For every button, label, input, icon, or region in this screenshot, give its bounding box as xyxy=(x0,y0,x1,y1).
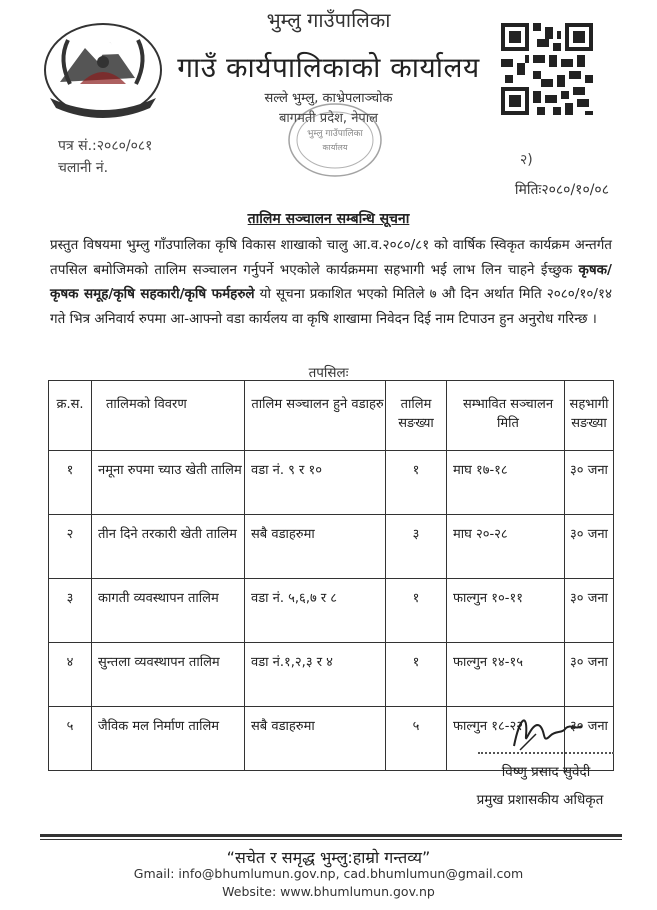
cell-date: फाल्गुन १४-१५ xyxy=(447,643,565,707)
office-address: सल्ले भुम्लु, काभ्रेपलाञ्चोक xyxy=(264,91,393,106)
cell-description: जैविक मल निर्माण तालिम xyxy=(92,707,245,771)
table-row xyxy=(49,643,614,707)
cell-participants: ३० जना xyxy=(565,451,614,515)
notice-subject: तालिम सञ्चालन सम्बन्धि सूचना xyxy=(247,211,410,227)
cell-participants: ३० जना xyxy=(565,643,614,707)
signatory-designation: प्रमुख प्रशासकीय अधिकृत xyxy=(476,792,604,808)
cell-participants: ३० जना xyxy=(565,579,614,643)
cell-description: तीन दिने तरकारी खेती तालिम xyxy=(92,515,245,579)
signature-line xyxy=(478,752,614,754)
qr-code xyxy=(501,22,593,116)
cell-count: १ xyxy=(386,451,447,515)
footer-email: Gmail: info@bhumlumun.gov.np, cad.bhumlumun@gmail.com xyxy=(133,866,524,881)
body-text-2: यो सूचना प्रकाशित भएको मितिले ७ औ दिन अर्थात मिति २०८०/१०/१४ गते भित्र अनिवार्य रुपमा आ-आफ्नो वडा कार्यलय वा कृषि शाखामा निवेदन दिई नाम टिपाउन हुन अनुरोध गरिन्छ । xyxy=(50,286,612,327)
signatory-name: विष्णु प्रसाद सुवेदी xyxy=(501,764,591,780)
col-header-participants: सहभागी सङख्या xyxy=(565,381,614,451)
cell-description: सुन्तला व्यवस्थापन तालिम xyxy=(92,643,245,707)
dispatch-number: चलानी नं. xyxy=(58,160,109,176)
cell-count: ५ xyxy=(386,707,447,771)
cell-count: ३ xyxy=(386,515,447,579)
cell-date: फाल्गुन १०-११ xyxy=(447,579,565,643)
footer-slogan: “सचेत र समृद्ध भुम्लु:हाम्रो गन्तव्य” xyxy=(226,848,431,867)
cell-description: कागती व्यवस्थापन तालिम xyxy=(92,579,245,643)
table-header-row xyxy=(49,381,614,451)
cell-sn: ५ xyxy=(49,707,92,771)
col-header-wards: तालिम सञ्चालन हुने वडाहरु xyxy=(245,381,386,451)
footer-divider-thin xyxy=(40,839,622,840)
cell-date: माघ १७-१८ xyxy=(447,451,565,515)
office-province: बागमती प्रदेश, नेपाल xyxy=(279,111,378,126)
cell-date: माघ २०-२८ xyxy=(447,515,565,579)
municipality-name: भुम्लु गाउँपालिका xyxy=(266,8,391,32)
cell-participants: ३० जना xyxy=(565,707,614,771)
notice-body xyxy=(50,233,612,331)
svg-text:भुम्लु गाउँपालिका: भुम्लु गाउँपालिका xyxy=(307,129,363,139)
cell-sn: २ xyxy=(49,515,92,579)
col-header-count: तालिम सङख्या xyxy=(386,381,447,451)
table-row xyxy=(49,579,614,643)
cell-sn: ३ xyxy=(49,579,92,643)
office-stamp xyxy=(285,100,385,182)
cell-wards: वडा नं.१,२,३ र ४ xyxy=(245,643,386,707)
page-mark: २) xyxy=(520,152,533,168)
cell-count: १ xyxy=(386,643,447,707)
cell-participants: ३० जना xyxy=(565,515,614,579)
cell-sn: १ xyxy=(49,451,92,515)
table-row xyxy=(49,515,614,579)
letter-date: मितिः२०८०/१०/०८ xyxy=(514,182,609,198)
office-title: गाउँ कार्यपालिकाको कार्यालय xyxy=(177,51,480,84)
cell-wards: सबै वडाहरुमा xyxy=(245,515,386,579)
col-header-sn: क्र.स. xyxy=(49,381,92,451)
letter-number: पत्र सं.:२०८०/०८१ xyxy=(58,138,153,154)
body-text-bold: कृषक/कृषक समूह/कृषि सहकारी/कृषि फर्महरुले xyxy=(50,261,612,302)
col-header-description: तालिमको विवरण xyxy=(92,381,245,451)
cell-count: १ xyxy=(386,579,447,643)
details-label: तपसिलः xyxy=(308,365,349,381)
cell-wards: वडा नं. ५,६,७ र ८ xyxy=(245,579,386,643)
cell-wards: सबै वडाहरुमा xyxy=(245,707,386,771)
table-row xyxy=(49,451,614,515)
body-text-1: प्रस्तुत विषयमा भुम्लु गाँउपालिका कृषि विकास शाखाको चालु आ.व.२०८०/८१ को वार्षिक स्विकृत कार्यक्रम अन्तर्गत तपसिल बमोजिमको तालिम सञ्चालन गर्नुपर्ने भएकोले कार्यक्रममा सहभागी भई लाभ लिन चाहने ईच्छुक xyxy=(50,237,612,278)
svg-text:कार्यालय: कार्यालय xyxy=(322,143,348,152)
cell-sn: ४ xyxy=(49,643,92,707)
cell-wards: वडा नं. ९ र १० xyxy=(245,451,386,515)
col-header-date: सम्भावित सञ्चालन मिति xyxy=(447,381,565,451)
handwritten-signature xyxy=(506,706,586,756)
footer-website: Website: www.bhumlumun.gov.np xyxy=(222,884,435,899)
cell-description: नमूना रुपमा च्याउ खेती तालिम xyxy=(92,451,245,515)
footer-divider-thick xyxy=(40,834,622,837)
cell-date: फाल्गुन १८-२२ xyxy=(447,707,565,771)
